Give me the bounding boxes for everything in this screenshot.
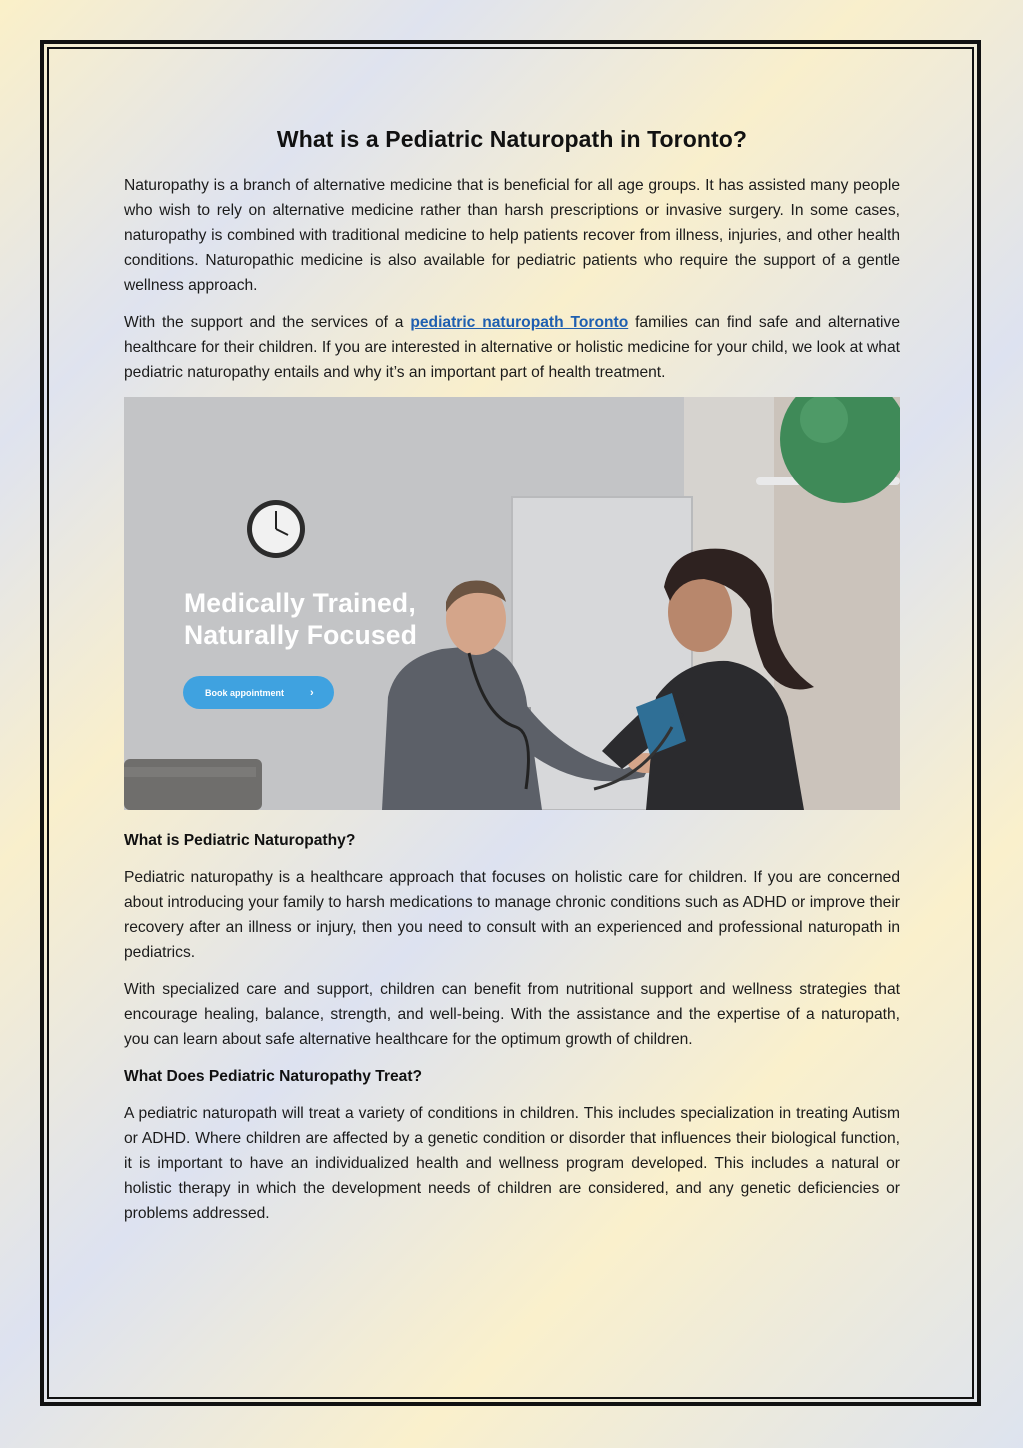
section1-paragraph-2: With specialized care and support, children can benefit from nutritional support and wellness strategies that encourage healing, balance, strength, and well-being. With the assistance and the expertise of a naturopath, you can learn about safe alternative healthcare for the optimum growth of children.: [124, 981, 900, 1048]
document-body: [124, 126, 900, 1238]
book-appointment-label: Book appointment: [205, 687, 284, 698]
chevron-right-icon: ›: [310, 686, 314, 699]
intro-paragraph-1: Naturopathy is a branch of alternative medicine that is beneficial for all age groups. It has assisted many people who wish to rely on alternative medicine rather than harsh prescriptions or invasive surgery. In some cases, naturopathy is combined with traditional medicine to help patients recover from illness, injuries, and other health conditions. Naturopathic medicine is also available for pediatric patients who require the support of a gentle wellness approach.: [124, 177, 900, 294]
section1-paragraph-1: Pediatric naturopathy is a healthcare approach that focuses on holistic care for children. If you are concerned about introducing your family to harsh medications to manage chronic conditions such as ADHD or improve their recovery after an illness or injury, then you need to consult with an experienced and professional naturopath in pediatrics.: [124, 869, 900, 961]
hero-headline-line-2: Naturally Focused: [184, 620, 418, 650]
hero-headline-line-1: Medically Trained,: [184, 588, 416, 618]
book-appointment-button[interactable]: [183, 676, 334, 709]
page-title: What is a Pediatric Naturopath in Toronto?: [276, 126, 748, 152]
intro-p2-after: families can find safe and alternative healthcare for their children. If you are interested in alternative or holistic medicine for your child, we look at what pediatric naturopathy entails and why it’s an important part of health treatment.: [124, 314, 900, 381]
hero-headline: [184, 587, 417, 651]
section-heading-what-treats: What Does Pediatric Naturopathy Treat?: [124, 1068, 423, 1085]
section-heading-what-is: What is Pediatric Naturopathy?: [124, 832, 356, 849]
wall-clock-icon: [247, 500, 305, 558]
pediatric-naturopath-link[interactable]: pediatric naturopath Toronto: [410, 314, 629, 331]
hero-image: [124, 397, 900, 810]
intro-paragraph-2: [124, 310, 900, 385]
intro-p2-before: With the support and the services of a: [124, 314, 411, 331]
section2-paragraph-1: A pediatric naturopath will treat a variety of conditions in children. This includes specialization in treating Autism or ADHD. Where children are affected by a genetic condition or disorder that influences their biological function, it is important to have an individualized health and wellness program developed. This includes a natural or holistic therapy in which the development needs of children are considered, and any genetic deficiencies or problems addressed.: [124, 1105, 900, 1222]
